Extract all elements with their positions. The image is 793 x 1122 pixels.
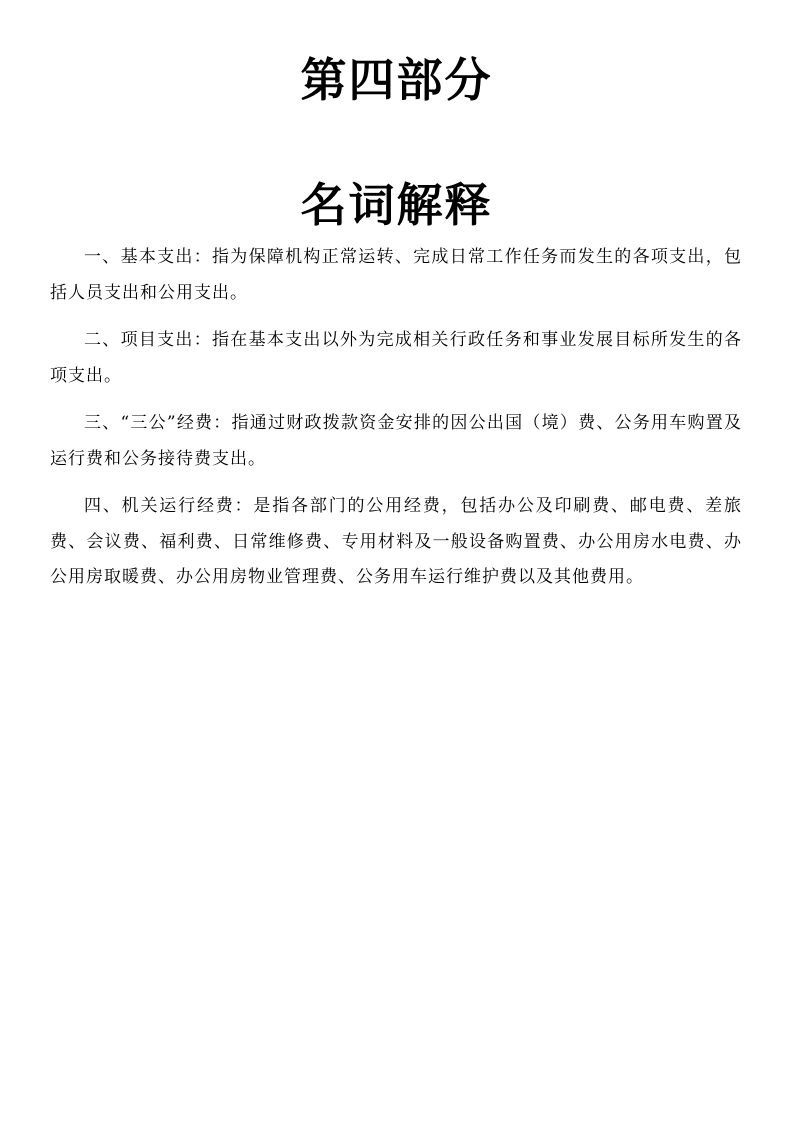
definition-paragraph-basic-expenditure: 一、基本支出：指为保障机构正常运转、完成日常工作任务而发生的各项支出，包括人员支出和公用支出。 bbox=[50, 247, 742, 303]
definition-paragraph-three-public-expenses: 三、“三公”经费：指通过财政拨款资金安排的因公出国（境）费、公务用车购置及运行费和公务接待费支出。 bbox=[50, 413, 742, 469]
definition-paragraph-agency-operating-expenses: 四、机关运行经费：是指各部门的公用经费，包括办公及印刷费、邮电费、差旅费、会议费、福利费、日常维修费、专用材料及一般设备购置费、办公用房水电费、办公用房取暖费、办公用房物业管理费、公务用车运行维护费以及其他费用。 bbox=[50, 496, 742, 587]
part-title: 第四部分 bbox=[300, 53, 493, 107]
definitions-body bbox=[50, 240, 742, 608]
definition-paragraph-project-expenditure: 二、项目支出：指在基本支出以外为完成相关行政任务和事业发展目标所发生的各项支出。 bbox=[50, 330, 742, 386]
section-title: 名词解释 bbox=[300, 178, 493, 232]
